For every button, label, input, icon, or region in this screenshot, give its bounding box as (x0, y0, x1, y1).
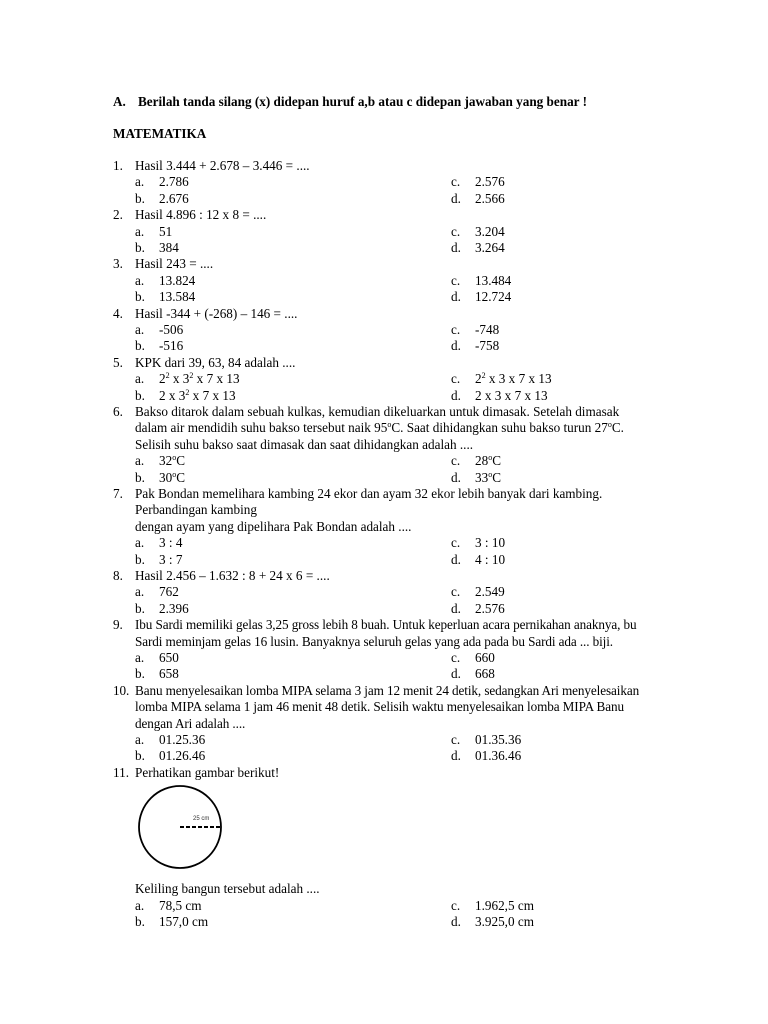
question-text (113, 881, 673, 897)
option-letter: d. (451, 600, 461, 616)
option-value: 3 : 10 (475, 535, 506, 551)
option-letter: b. (135, 469, 145, 485)
option-letter: a. (135, 897, 145, 913)
question-text (113, 306, 673, 322)
question-text-content: Bakso ditarok dalam sebuah kulkas, kemudian dikeluarkan untuk dimasak. Setelah dimasak (135, 403, 620, 419)
answer-option-b[interactable] (135, 748, 205, 764)
question-text-content: dengan ayam yang dipelihara Pak Bondan adalah .... (135, 518, 412, 534)
answer-option-d[interactable] (451, 914, 534, 930)
answer-options (113, 273, 673, 306)
option-value: 13.824 (159, 272, 196, 288)
answer-option-d[interactable] (451, 388, 548, 404)
option-letter: d. (451, 913, 461, 929)
option-value: -506 (159, 321, 184, 337)
answer-options (113, 584, 673, 617)
answer-option-b[interactable] (135, 338, 183, 354)
option-value: 32$^o$C (159, 453, 185, 469)
answer-option-b[interactable] (135, 552, 182, 568)
question-number: 9. (113, 617, 123, 633)
question-text (113, 256, 673, 272)
answer-option-d[interactable] (451, 338, 499, 354)
option-value: 384 (159, 239, 179, 255)
answer-row (113, 650, 673, 666)
answer-option-d[interactable] (451, 191, 505, 207)
answer-row (113, 748, 673, 764)
option-letter: d. (451, 338, 461, 354)
option-value: -758 (475, 338, 500, 354)
option-letter: a. (135, 649, 145, 665)
question-list (113, 158, 673, 930)
answer-option-b[interactable] (135, 240, 179, 256)
answer-option-d[interactable] (451, 470, 501, 486)
option-value: 658 (159, 666, 179, 682)
answer-option-b[interactable] (135, 601, 189, 617)
option-letter: b. (135, 387, 145, 403)
option-value: 3.264 (475, 239, 505, 255)
option-value: 3 : 4 (159, 535, 183, 551)
answer-option-a[interactable] (135, 322, 183, 338)
option-letter: b. (135, 338, 145, 354)
question-item (113, 486, 673, 568)
option-value: 650 (159, 649, 179, 665)
instruction-heading (113, 94, 587, 110)
answer-row (113, 584, 673, 600)
subject-title: MATEMATIKA (113, 126, 207, 141)
option-letter: d. (451, 666, 461, 682)
answer-options (113, 732, 673, 765)
option-letter: a. (135, 321, 145, 337)
question-text-content: Keliling bangun tersebut adalah .... (135, 881, 320, 897)
answer-option-a[interactable] (135, 273, 195, 289)
question-text (113, 716, 673, 732)
option-value: -748 (475, 321, 500, 337)
answer-row (113, 388, 673, 404)
option-letter: c. (451, 897, 461, 913)
option-value: $2^2$ x 3 x 7 x 13 (475, 371, 552, 387)
answer-option-d[interactable] (451, 289, 511, 305)
question-number: 1. (113, 158, 123, 173)
option-letter: c. (451, 321, 461, 337)
answer-option-c[interactable] (451, 898, 534, 914)
answer-option-a[interactable] (135, 535, 182, 551)
question-text-content: Perhatikan gambar berikut! (135, 764, 280, 780)
answer-row (113, 191, 673, 207)
answer-option-c[interactable] (451, 650, 495, 666)
answer-options (113, 453, 673, 486)
option-value: 2.566 (475, 190, 505, 206)
question-text-content: Hasil -344 + (-268) – 146 = .... (135, 305, 298, 321)
answer-row (113, 453, 673, 469)
question-text-content: Hasil 2.456 – 1.632 : 8 + 24 x 6 = .... (135, 567, 330, 583)
answer-row (113, 732, 673, 748)
answer-option-b[interactable] (135, 191, 189, 207)
answer-row (113, 322, 673, 338)
answer-options (113, 371, 673, 404)
circle-diagram (135, 783, 235, 873)
question-number: 8. (113, 567, 123, 583)
option-letter: c. (451, 371, 461, 387)
option-value: 33$^o$C (475, 469, 501, 485)
option-letter: d. (451, 748, 461, 764)
circle-figure (135, 781, 673, 881)
radius-label: 25 cm (193, 816, 210, 823)
question-item (113, 256, 673, 305)
option-letter: b. (135, 913, 145, 929)
option-value: -516 (159, 338, 184, 354)
option-value: 28$^o$C (475, 453, 501, 469)
answer-row (113, 240, 673, 256)
option-value: 12.724 (475, 289, 512, 305)
question-item (113, 617, 673, 683)
option-letter: a. (135, 174, 145, 190)
answer-option-d[interactable] (451, 748, 521, 764)
option-value: 13.584 (159, 289, 196, 305)
answer-option-a[interactable] (135, 732, 205, 748)
option-letter: d. (451, 387, 461, 403)
option-letter: a. (135, 223, 145, 239)
answer-row (113, 338, 673, 354)
option-letter: c. (451, 174, 461, 190)
answer-option-d[interactable] (451, 601, 505, 617)
answer-option-b[interactable] (135, 470, 185, 486)
question-text-content: Sardi meminjam gelas 16 lusin. Banyaknya seluruh gelas yang ada pada bu Sardi ada ... biji. (135, 633, 613, 649)
option-letter: c. (451, 649, 461, 665)
question-number: 2. (113, 207, 123, 223)
answer-option-a[interactable] (135, 453, 185, 469)
option-value: 01.26.46 (159, 748, 206, 764)
question-text (113, 486, 673, 502)
answer-option-c[interactable] (451, 535, 505, 551)
answer-row (113, 535, 673, 551)
option-value: 2.396 (159, 600, 189, 616)
question-item (113, 158, 673, 207)
question-text-content: Ibu Sardi memiliki gelas 3,25 gross lebih 8 buah. Untuk keperluan acara pernikahan anaknya, bu (135, 617, 637, 633)
option-letter: c. (451, 731, 461, 747)
option-letter: c. (451, 535, 461, 551)
question-number: 10. (113, 682, 130, 698)
question-text-content: Selisih suhu bakso saat dimasak dan saat dihidangkan adalah .... (135, 436, 474, 452)
question-text (113, 355, 673, 371)
answer-options (113, 224, 673, 257)
question-number: 6. (113, 403, 123, 419)
question-text-content: dengan Ari adalah .... (135, 715, 246, 731)
question-number: 11. (113, 764, 129, 780)
answer-row (113, 552, 673, 568)
question-text-content: dalam air mendidih suhu bakso tersebut naik 95$^o$C. Saat dihidangkan suhu bakso turun 27$^o$C. (135, 420, 624, 436)
answer-row (113, 666, 673, 682)
question-item (113, 404, 673, 486)
answer-option-a[interactable] (135, 224, 172, 240)
option-value: 01.36.46 (475, 748, 522, 764)
option-letter: d. (451, 469, 461, 485)
answer-row (113, 898, 673, 914)
option-letter: d. (451, 190, 461, 206)
question-text (113, 519, 673, 535)
answer-option-c[interactable] (451, 371, 552, 387)
option-value: 2.676 (159, 190, 189, 206)
question-text (113, 158, 673, 174)
answer-option-d[interactable] (451, 666, 495, 682)
question-text-content: Hasil 4.896 : 12 x 8 = .... (135, 207, 267, 223)
answer-option-b[interactable] (135, 289, 195, 305)
option-letter: d. (451, 239, 461, 255)
question-text-content: lomba MIPA selama 1 jam 46 menit 48 detik. Selisih waktu menyelesaikan lomba MIPA Banu (135, 699, 624, 715)
instruction-text: Berilah tanda silang (x) didepan huruf a,b atau c didepan jawaban yang benar ! (138, 94, 587, 109)
option-letter: b. (135, 600, 145, 616)
option-letter: b. (135, 239, 145, 255)
option-value: 660 (475, 649, 495, 665)
option-value: 01.25.36 (159, 731, 206, 747)
answer-option-c[interactable] (451, 174, 505, 190)
option-letter: b. (135, 748, 145, 764)
question-number: 5. (113, 354, 123, 370)
question-number: 7. (113, 485, 123, 501)
question-item (113, 207, 673, 256)
option-value: 3.204 (475, 223, 505, 239)
option-value: 2.576 (475, 174, 505, 190)
option-letter: d. (451, 551, 461, 567)
answer-option-b[interactable] (135, 914, 208, 930)
answer-option-d[interactable] (451, 240, 505, 256)
option-letter: c. (451, 223, 461, 239)
question-text (113, 699, 673, 715)
question-text-content: Pak Bondan memelihara kambing 24 ekor dan ayam 32 ekor lebih banyak dari kambing. (135, 485, 603, 501)
answer-options (113, 174, 673, 207)
option-letter: a. (135, 731, 145, 747)
question-item (113, 568, 673, 617)
answer-option-b[interactable] (135, 388, 236, 404)
answer-option-a[interactable] (135, 174, 189, 190)
option-letter: c. (451, 453, 461, 469)
question-text (113, 207, 673, 223)
question-item (113, 306, 673, 355)
answer-option-c[interactable] (451, 584, 505, 600)
question-text-content: KPK dari 39, 63, 84 adalah .... (135, 354, 296, 370)
answer-row (113, 289, 673, 305)
option-value: 3 : 7 (159, 551, 183, 567)
option-value: 30$^o$C (159, 469, 185, 485)
question-text (113, 683, 673, 699)
option-letter: b. (135, 289, 145, 305)
option-letter: a. (135, 453, 145, 469)
answer-row (113, 470, 673, 486)
question-text (113, 502, 673, 518)
question-item (113, 355, 673, 404)
question-text (113, 437, 673, 453)
option-value: 3.925,0 cm (475, 913, 534, 929)
option-value: 1.962,5 cm (475, 897, 534, 913)
question-number: 4. (113, 305, 123, 321)
answer-row (113, 174, 673, 190)
question-text (113, 404, 673, 420)
option-value: 157,0 cm (159, 913, 209, 929)
option-value: 13.484 (475, 272, 512, 288)
answer-option-c[interactable] (451, 453, 501, 469)
question-text (113, 420, 673, 436)
option-letter: b. (135, 666, 145, 682)
question-text (113, 617, 673, 633)
question-text (113, 765, 673, 781)
question-item (113, 683, 673, 765)
option-letter: a. (135, 584, 145, 600)
option-letter: c. (451, 584, 461, 600)
answer-option-c[interactable] (451, 322, 499, 338)
option-value: 51 (159, 223, 173, 239)
option-letter: a. (135, 535, 145, 551)
option-value: 4 : 10 (475, 551, 506, 567)
answer-option-a[interactable] (135, 584, 179, 600)
answer-option-c[interactable] (451, 273, 511, 289)
answer-option-c[interactable] (451, 732, 521, 748)
answer-row (113, 273, 673, 289)
option-letter: d. (451, 289, 461, 305)
option-letter: c. (451, 272, 461, 288)
answer-option-d[interactable] (451, 552, 505, 568)
option-value: 2.786 (159, 174, 189, 190)
option-letter: a. (135, 272, 145, 288)
answer-options (113, 898, 673, 931)
answer-row (113, 371, 673, 387)
option-letter: a. (135, 371, 145, 387)
answer-options (113, 322, 673, 355)
option-letter: b. (135, 551, 145, 567)
answer-row (113, 224, 673, 240)
question-item (113, 765, 673, 931)
option-value: 762 (159, 584, 179, 600)
option-value: 2 x $3^2$ x 7 x 13 (159, 387, 236, 403)
option-value: 01.35.36 (475, 731, 522, 747)
option-value: 2 x 3 x 7 x 13 (475, 387, 548, 403)
answer-option-a[interactable] (135, 650, 179, 666)
instruction-label: A. (113, 94, 126, 109)
option-value: $2^2$ x $3^2$ x 7 x 13 (159, 371, 240, 387)
answer-option-a[interactable] (135, 371, 240, 387)
option-letter: b. (135, 190, 145, 206)
answer-options (113, 650, 673, 683)
answer-option-c[interactable] (451, 224, 505, 240)
answer-row (113, 601, 673, 617)
option-value: 78,5 cm (159, 897, 202, 913)
question-text (113, 568, 673, 584)
option-value: 2.549 (475, 584, 505, 600)
question-text-content: Banu menyelesaikan lomba MIPA selama 3 jam 12 menit 24 detik, sedangkan Ari menyelesaikan (135, 682, 640, 698)
answer-option-a[interactable] (135, 898, 202, 914)
question-text-content: Hasil 3.444 + 2.678 – 3.446 = .... (135, 158, 310, 173)
answer-option-b[interactable] (135, 666, 179, 682)
question-number: 3. (113, 256, 123, 272)
answer-options (113, 535, 673, 568)
option-value: 2.576 (475, 600, 505, 616)
question-text-content: Perbandingan kambing (135, 502, 257, 518)
option-value: 668 (475, 666, 495, 682)
question-text-content: Hasil 243 = .... (135, 256, 214, 272)
question-text (113, 634, 673, 650)
answer-row (113, 914, 673, 930)
